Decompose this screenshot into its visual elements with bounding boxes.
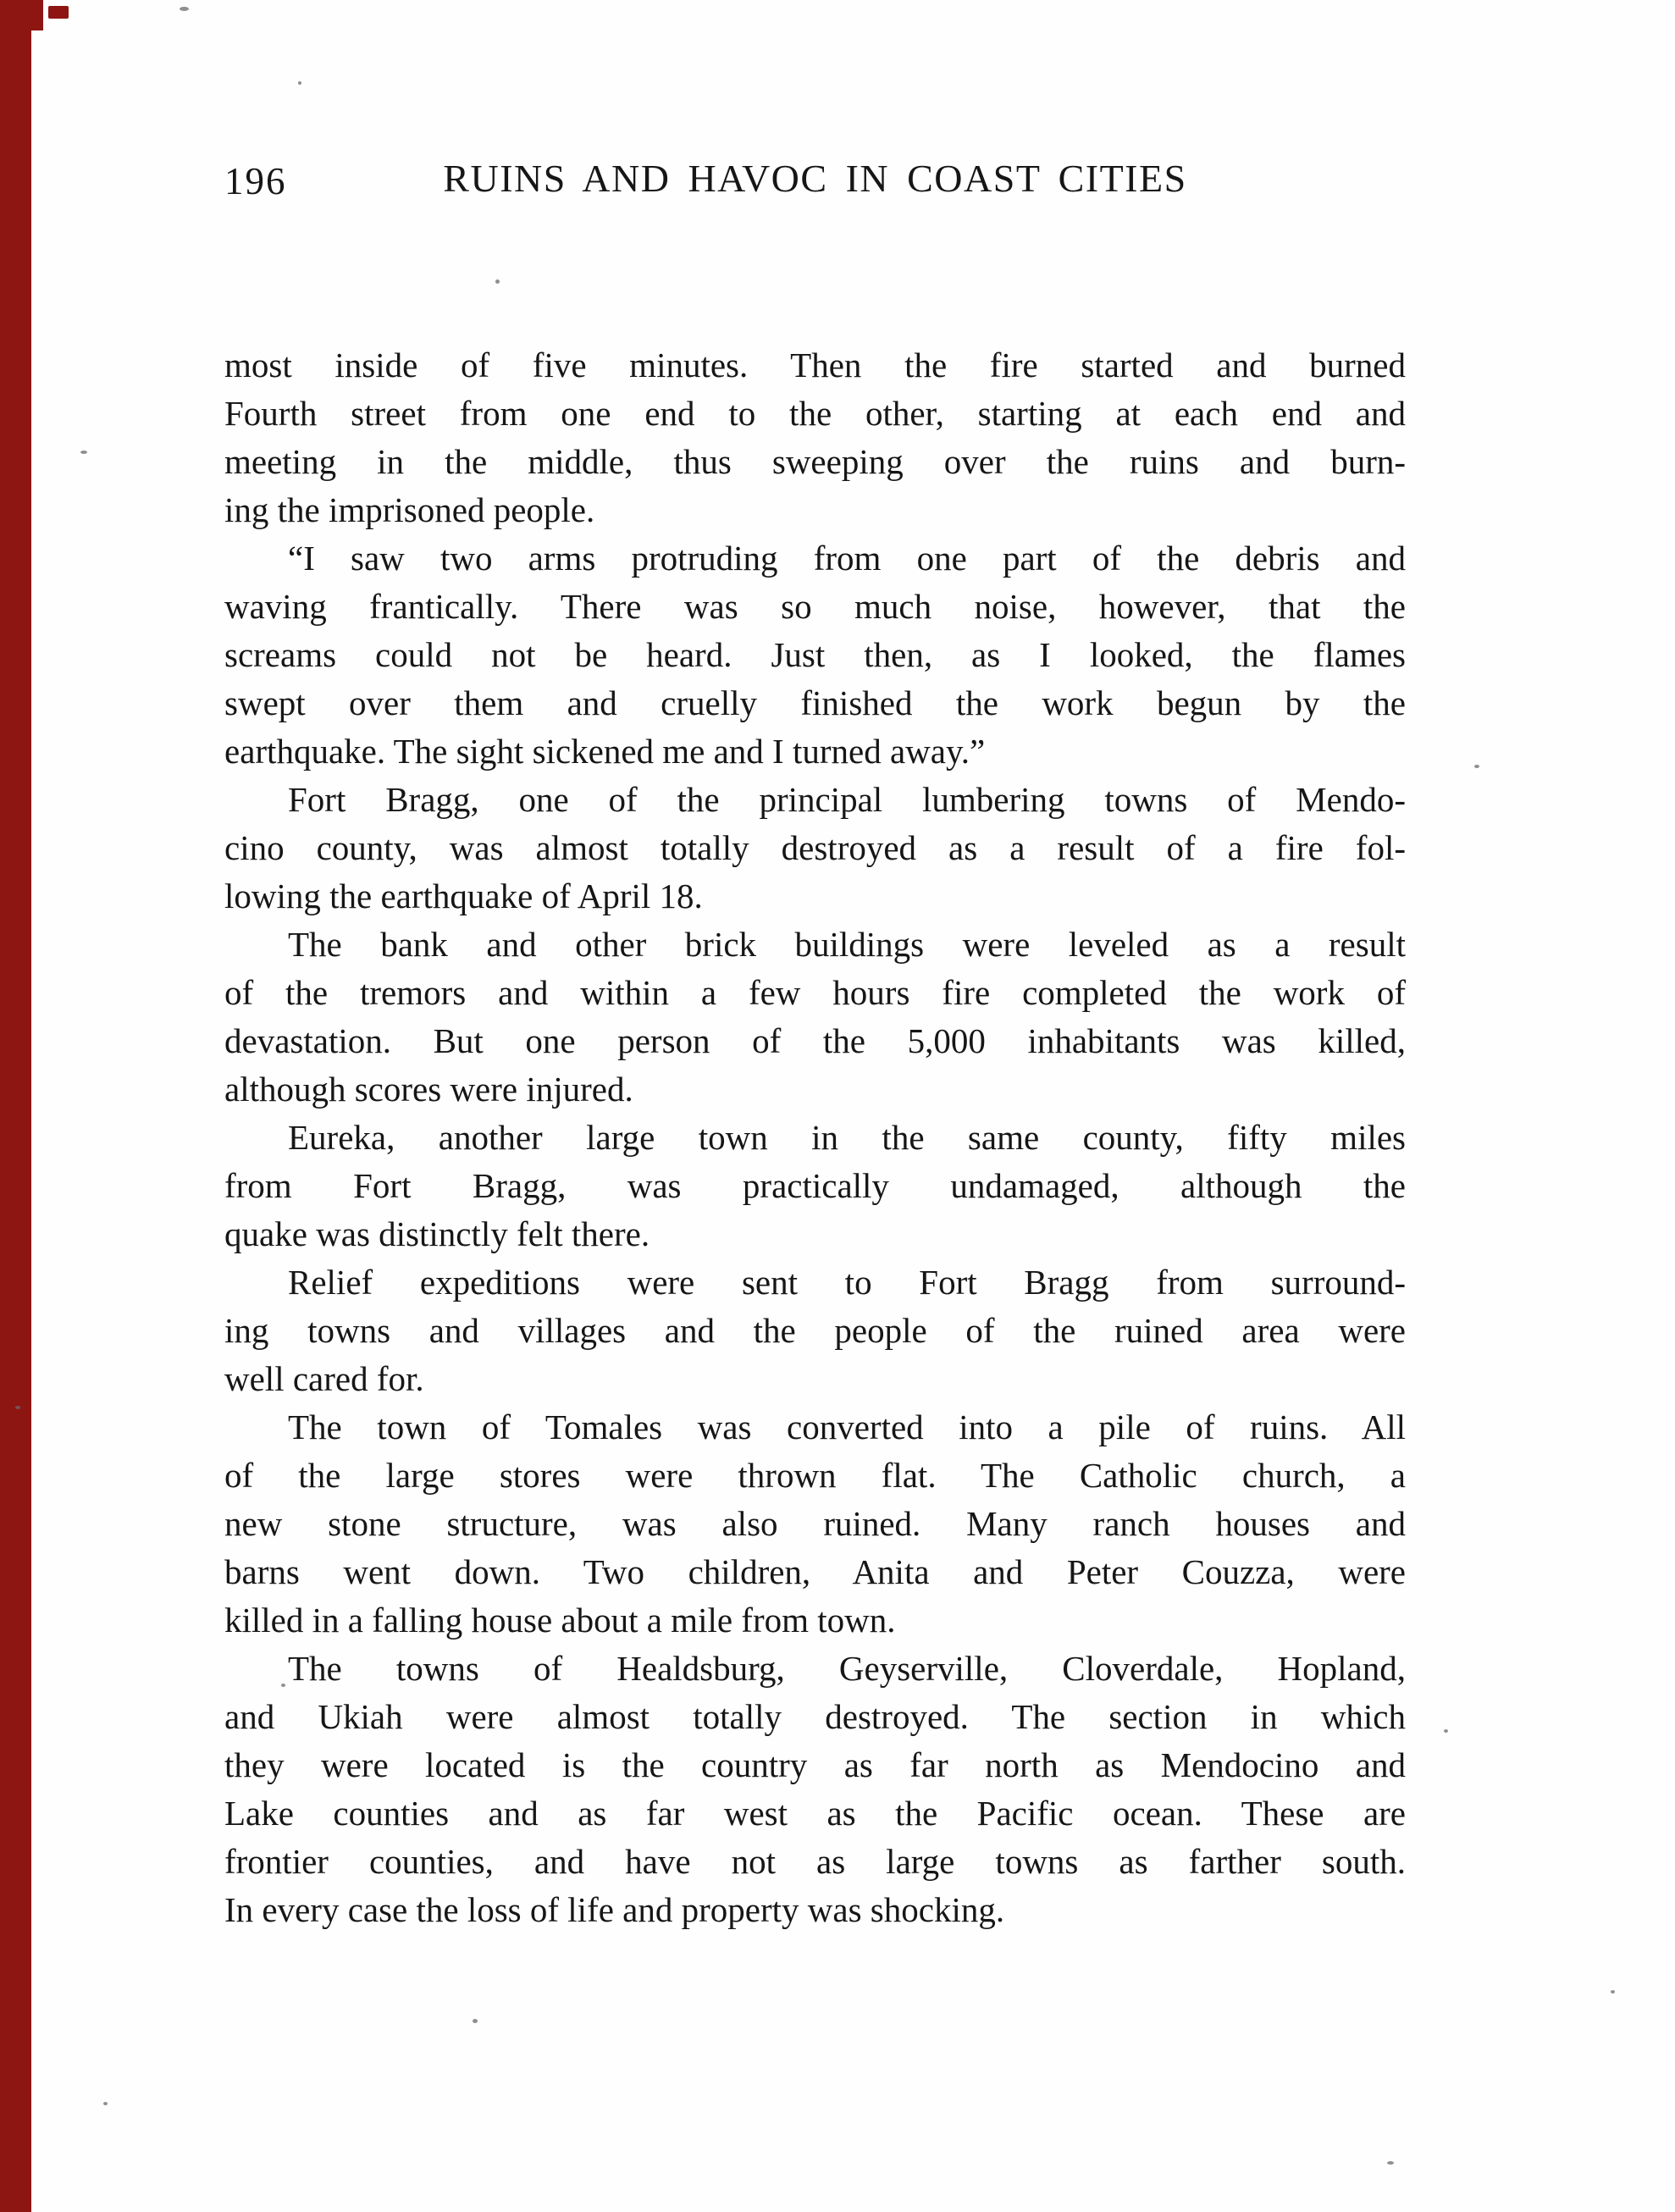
scan-speck: [298, 81, 301, 85]
paragraph: [224, 534, 1406, 776]
scan-speck: [1611, 1990, 1615, 1994]
text-line: killed in a falling house about a mile from town.: [224, 1601, 896, 1640]
scan-speck: [15, 1406, 20, 1409]
text-line: of the large stores were thrown flat. The Catholic church, a: [224, 1456, 1406, 1495]
text-line: Lake counties and as far west as the Pacific ocean. These are: [224, 1794, 1406, 1833]
scan-speck: [495, 279, 500, 284]
paragraph: [224, 776, 1406, 921]
text-line: most inside of five minutes. Then the fire started and burned: [224, 346, 1406, 384]
text-line: barns went down. Two children, Anita and Peter Couzza, were: [224, 1552, 1406, 1591]
text-line: devastation. But one person of the 5,000 inhabitants was killed,: [224, 1021, 1406, 1060]
text-line: lowing the earthquake of April 18.: [224, 877, 703, 915]
text-line: of the tremors and within a few hours fire completed the work of: [224, 973, 1406, 1012]
text-line: quake was distinctly felt there.: [224, 1214, 650, 1253]
text-line: “I saw two arms protruding from one part of the debris and: [288, 539, 1406, 578]
text-line: Eureka, another large town in the same county, fifty miles: [288, 1118, 1406, 1157]
text-line: well cared for.: [224, 1359, 424, 1398]
paragraph: [224, 1114, 1406, 1258]
text-line: meeting in the middle, thus sweeping over the ruins and burn-: [224, 442, 1406, 481]
text-line: they were located is the country as far north as Mendocino and: [224, 1745, 1406, 1784]
paragraph: [224, 341, 1406, 534]
scan-speck: [103, 2102, 108, 2105]
paragraph: [224, 921, 1406, 1114]
text-line: waving frantically. There was so much noise, however, that the: [224, 587, 1406, 626]
text-line: earthquake. The sight sickened me and I turned away.”: [224, 732, 986, 771]
text-line: Fort Bragg, one of the principal lumbering towns of Mendo-: [288, 780, 1406, 819]
text-line: ing the imprisoned people.: [224, 490, 595, 529]
text-line: screams could not be heard. Just then, as I looked, the flames: [224, 635, 1406, 674]
paragraph: [224, 1403, 1406, 1645]
page-header: [224, 156, 1406, 203]
paragraph: [224, 1645, 1406, 1934]
scan-speck: [80, 451, 87, 454]
scan-speck: [180, 7, 189, 11]
text-line: ing towns and villages and the people of the ruined area were: [224, 1311, 1406, 1350]
text-line: frontier counties, and have not as large towns as farther south.: [224, 1842, 1406, 1881]
text-line: swept over them and cruelly finished the work begun by the: [224, 683, 1406, 722]
text-line: from Fort Bragg, was practically undamaged, although the: [224, 1166, 1406, 1205]
scan-speck: [1387, 2161, 1394, 2165]
book-spine-bar: [0, 0, 31, 2212]
text-line: and Ukiah were almost totally destroyed. The section in which: [224, 1697, 1406, 1736]
text-line: In every case the loss of life and property was shocking.: [224, 1890, 1005, 1929]
text-line: cino county, was almost totally destroyed as a result of a fire fol-: [224, 828, 1406, 867]
text-line: The bank and other brick buildings were leveled as a result: [288, 925, 1406, 964]
text-line: Fourth street from one end to the other, starting at each end and: [224, 394, 1406, 433]
text-line: new stone structure, was also ruined. Many ranch houses and: [224, 1504, 1406, 1543]
scan-speck: [1444, 1729, 1448, 1733]
paragraph: [224, 1258, 1406, 1403]
running-title: RUINS AND HAVOC IN COAST CITIES: [443, 157, 1187, 200]
spine-torn-fragment: [48, 6, 69, 19]
text-line: Relief expeditions were sent to Fort Bragg from surround-: [288, 1263, 1406, 1302]
page-number: 196: [224, 160, 287, 202]
text-line: The town of Tomales was converted into a pile of ruins. All: [288, 1407, 1406, 1446]
scan-speck: [473, 2019, 478, 2023]
scan-speck: [1474, 765, 1479, 768]
text-block: [224, 341, 1406, 1934]
text-line: The towns of Healdsburg, Geyserville, Cloverdale, Hopland,: [288, 1649, 1406, 1688]
scan-speck: [281, 1684, 285, 1687]
spine-torn-fragment: [30, 0, 43, 30]
text-line: although scores were injured.: [224, 1070, 633, 1109]
